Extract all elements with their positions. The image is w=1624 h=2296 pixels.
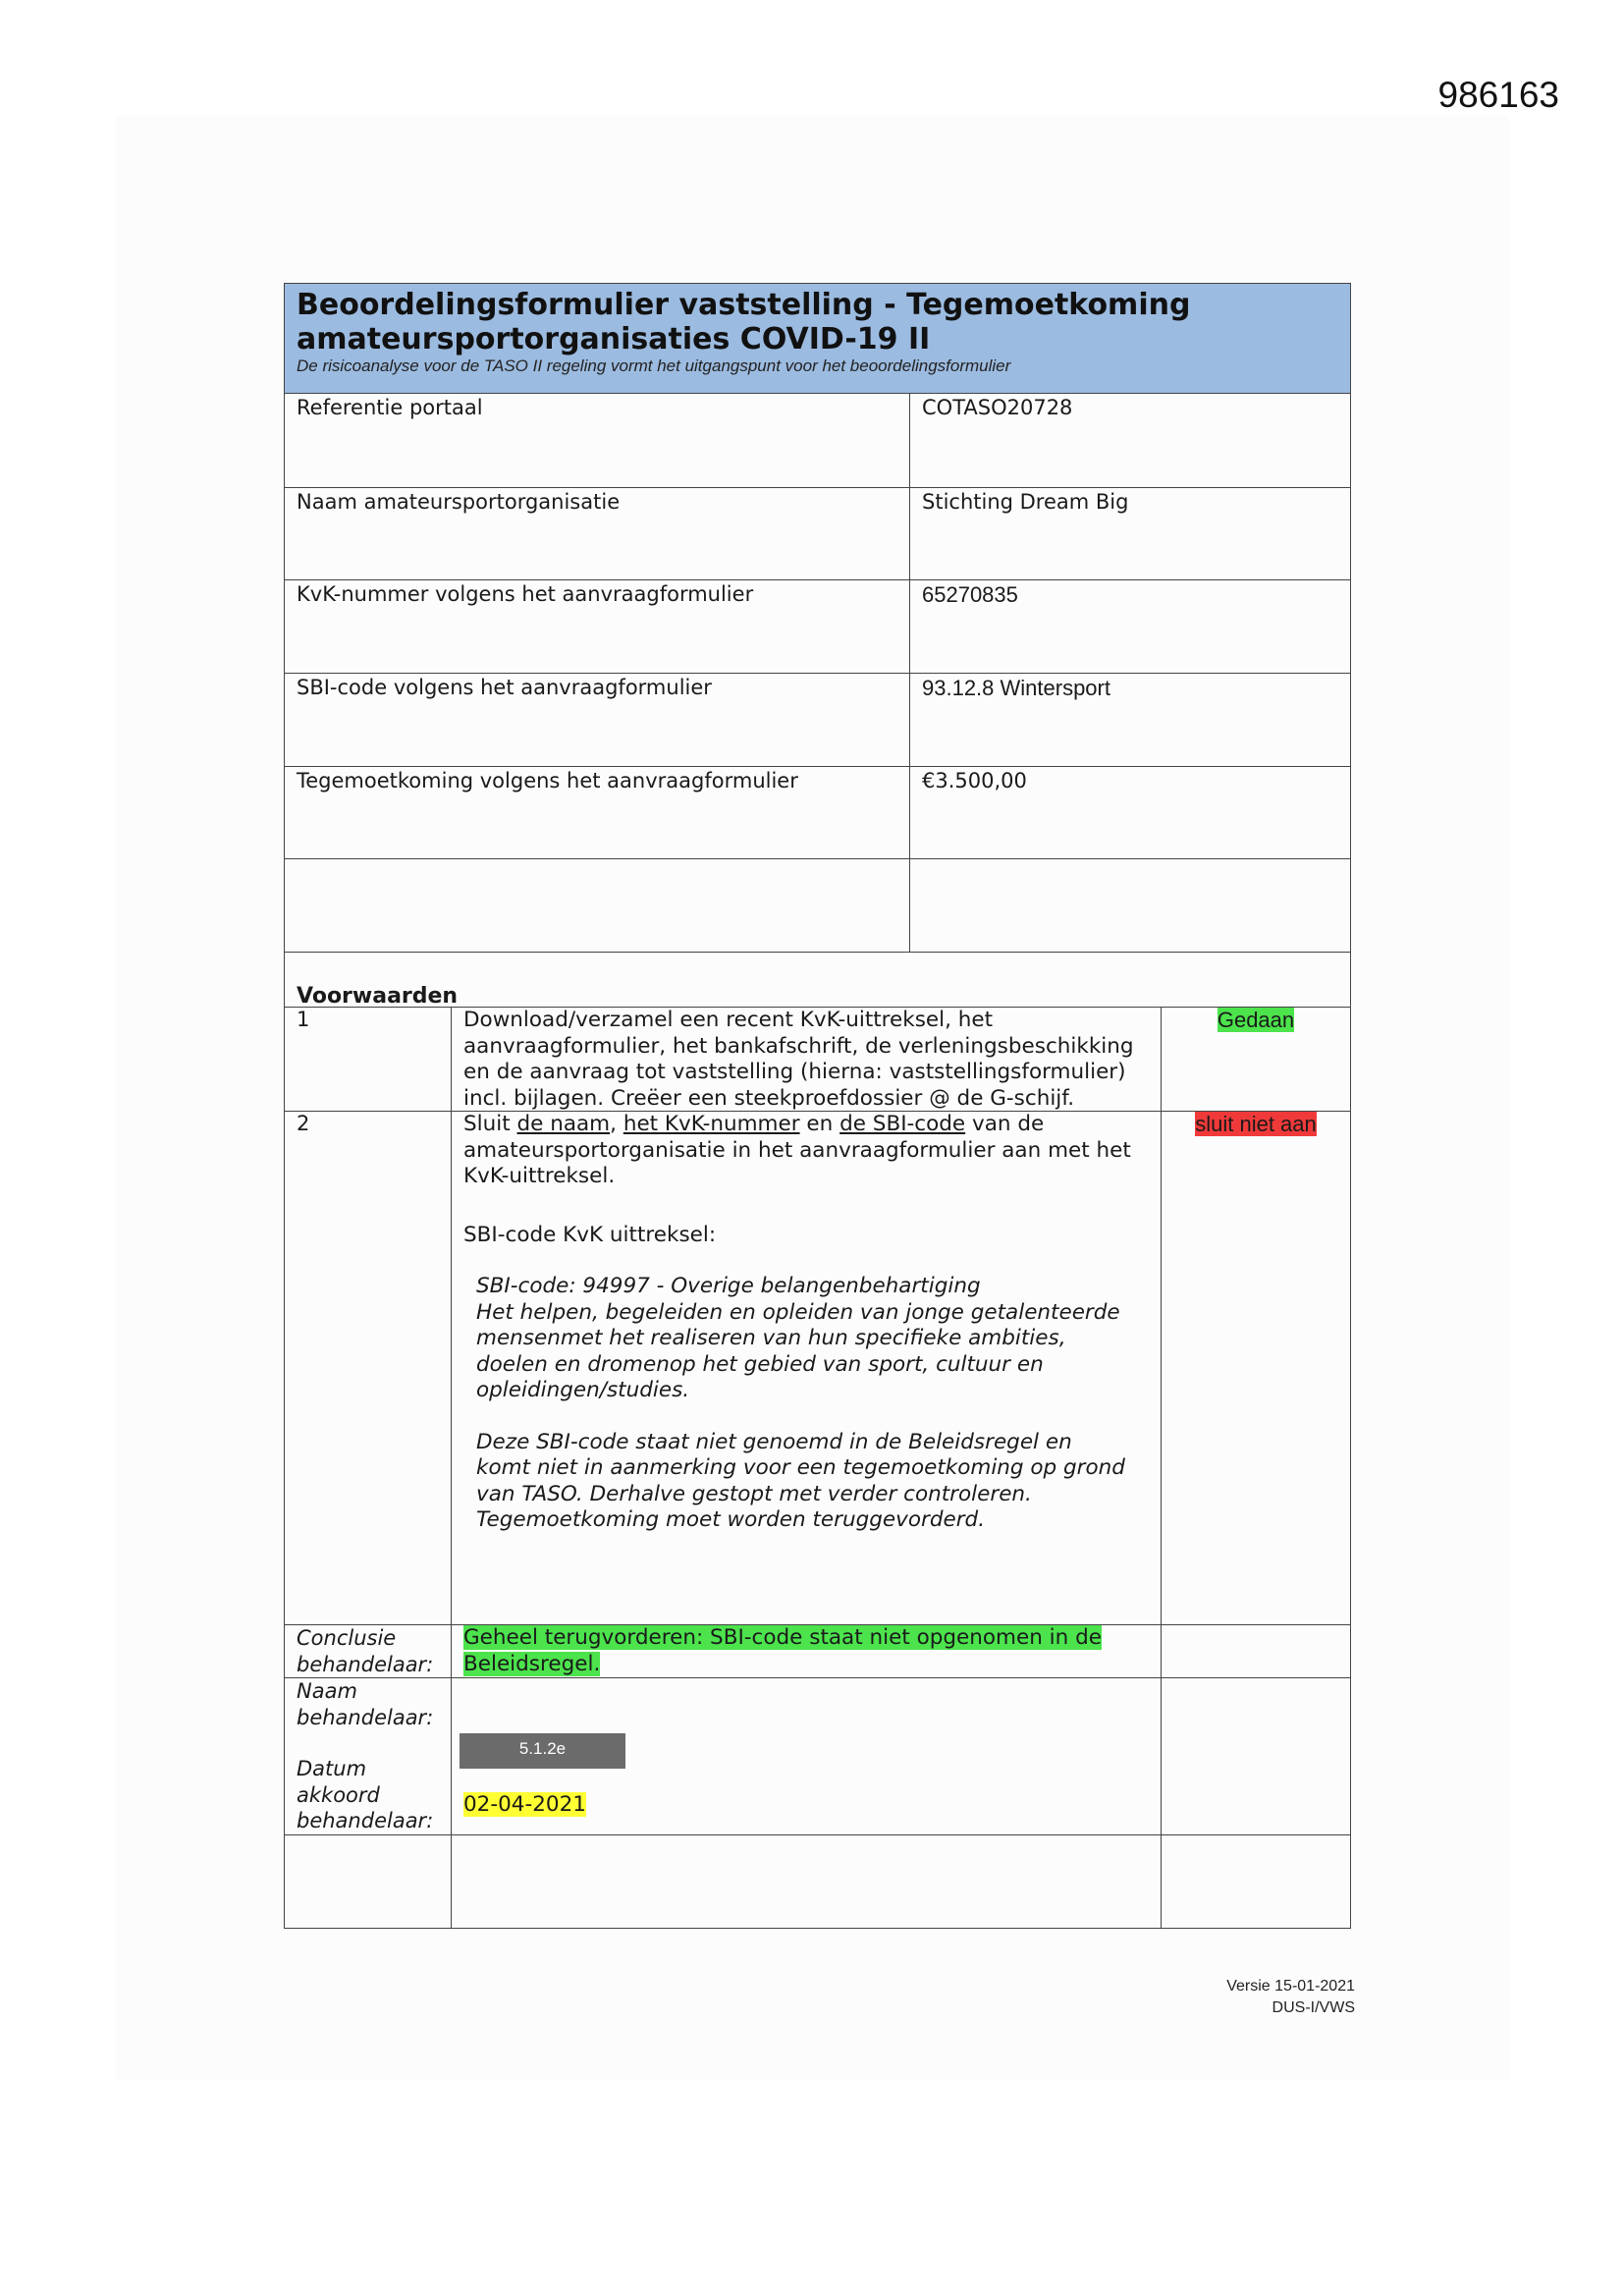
field-value: 65270835 [922,582,1018,607]
sbi-line: doelen en dromenop het gebied van sport, cultuur en [476,1351,1044,1377]
field-row-compensation [285,767,1350,859]
field-row-kvk-number [285,580,1350,674]
sbi-description [463,1274,1149,1534]
document-number: 986163 [1437,75,1559,115]
label-line: Datum [297,1757,367,1780]
conclusion-row [285,1625,1350,1678]
condition-text-line: incl. bijlagen. Creëer een steekproefdossier @ de G-schijf. [463,1085,1075,1111]
condition-text [452,1112,1162,1624]
sbi-heading: SBI-code KvK uittreksel: [463,1222,717,1247]
form-title-line-2: amateursportorganisaties COVID-19 II [297,322,931,356]
footer [1198,1976,1355,2019]
condition-row-1 [285,1008,1350,1112]
note-line: Deze SBI-code staat niet genoemd in de Beleidsregel en [476,1429,1072,1454]
label-line: akkoord [297,1782,380,1807]
condition-text [452,1008,1162,1111]
condition-text-line: Download/verzamel een recent KvK-uittreksel, het [463,1008,994,1032]
status-badge-mismatch: sluit niet aan [1195,1112,1317,1136]
empty-cell [285,859,910,952]
field-label: Naam amateursportorganisatie [285,488,910,579]
empty-cell [452,1835,1162,1928]
label-line: Naam [297,1679,357,1703]
condition-text-line: aanvraagformulier, het bankafschrift, de verleningsbeschikking [463,1033,1134,1059]
label-line: Conclusie [297,1626,397,1650]
form-title-line-1: Beoordelingsformulier vaststelling - Tegemoetkoming [297,288,1191,322]
condition-number: 2 [285,1112,452,1624]
field-row-empty [285,859,1350,953]
condition-text-line: en de aanvraag tot vaststelling (hierna: vaststellingsformulier) [463,1060,1126,1084]
note-line: Tegemoetkoming moet worden teruggevorderd. [476,1507,986,1532]
empty-row [285,1835,1350,1928]
field-value: 93.12.8 Wintersport [922,676,1110,700]
label-line: behandelaar: [297,1809,434,1832]
handler-values [452,1678,1162,1834]
condition-text-line: KvK-uittreksel. [463,1164,616,1188]
label-line: behandelaar: [297,1652,434,1676]
condition-text-line: amateursportorganisatie in het aanvraagformulier aan met het [463,1137,1131,1163]
empty-cell [1162,1625,1350,1677]
status-badge-done: Gedaan [1217,1008,1295,1032]
handler-row [285,1678,1350,1835]
field-label: KvK-nummer volgens het aanvraagformulier [285,580,910,673]
underlined-term-sbi: de SBI-code [839,1112,966,1136]
sbi-line: opleidingen/studies. [476,1378,690,1402]
empty-cell [1162,1835,1350,1928]
field-row-reference [285,394,1350,488]
sbi-line: SBI-code: 94997 - Overige belangenbehartiging [476,1274,981,1298]
assessment-form [284,283,1351,1929]
condition-number: 1 [285,1008,452,1111]
handler-labels [285,1678,452,1834]
field-label: Referentie portaal [285,394,910,487]
field-row-sbi-code [285,674,1350,767]
label-line: behandelaar: [297,1705,434,1729]
form-header [285,284,1350,394]
field-label: SBI-code volgens het aanvraagformulier [285,674,910,766]
field-label: Tegemoetkoming volgens het aanvraagformulier [285,767,910,858]
condition-status-cell [1162,1112,1350,1624]
version-text: Versie 15-01-2021 [1226,1978,1355,1995]
conditions-heading-row [285,953,1350,1008]
field-value: Stichting Dream Big [922,490,1129,514]
redaction-block: 5.1.2e [460,1733,625,1769]
sbi-line: mensenmet het realiseren van hun specifieke ambities, [476,1326,1066,1350]
conclusion-label [285,1625,452,1677]
note-line: van TASO. Derhalve gestopt met verder controleren. [476,1481,1032,1506]
organisation-text: DUS-I/VWS [1272,1999,1355,2016]
empty-cell [1162,1678,1350,1834]
underlined-term-name: de naam [516,1112,611,1136]
condition-text-line: Sluit de naam, het KvK-nummer en de SBI-code van de [463,1112,1045,1136]
form-subtitle: De risicoanalyse voor de TASO II regeling vormt het uitgangspunt voor het beoordelingsformulier [297,356,1011,375]
approval-date: 02-04-2021 [463,1792,586,1817]
sbi-line: Het helpen, begeleiden en opleiden van jonge getalenteerde [476,1299,1120,1325]
conclusion-highlight: Beleidsregel. [463,1651,601,1676]
note-line: komt niet in aanmerking voor een tegemoetkoming op grond [476,1455,1125,1480]
field-value: €3.500,00 [922,769,1027,793]
field-value: COTASO20728 [922,396,1073,419]
empty-cell [285,1835,452,1928]
condition-status-cell [1162,1008,1350,1111]
empty-cell [910,859,1350,952]
field-row-organisation-name [285,488,1350,580]
conditions-heading: Voorwaarden [297,984,459,1009]
underlined-term-kvk: het KvK-nummer [623,1112,800,1136]
conclusion-highlight: Geheel terugvorderen: SBI-code staat niet opgenomen in de [463,1625,1102,1650]
condition-row-2 [285,1112,1350,1625]
conclusion-value [452,1625,1162,1677]
